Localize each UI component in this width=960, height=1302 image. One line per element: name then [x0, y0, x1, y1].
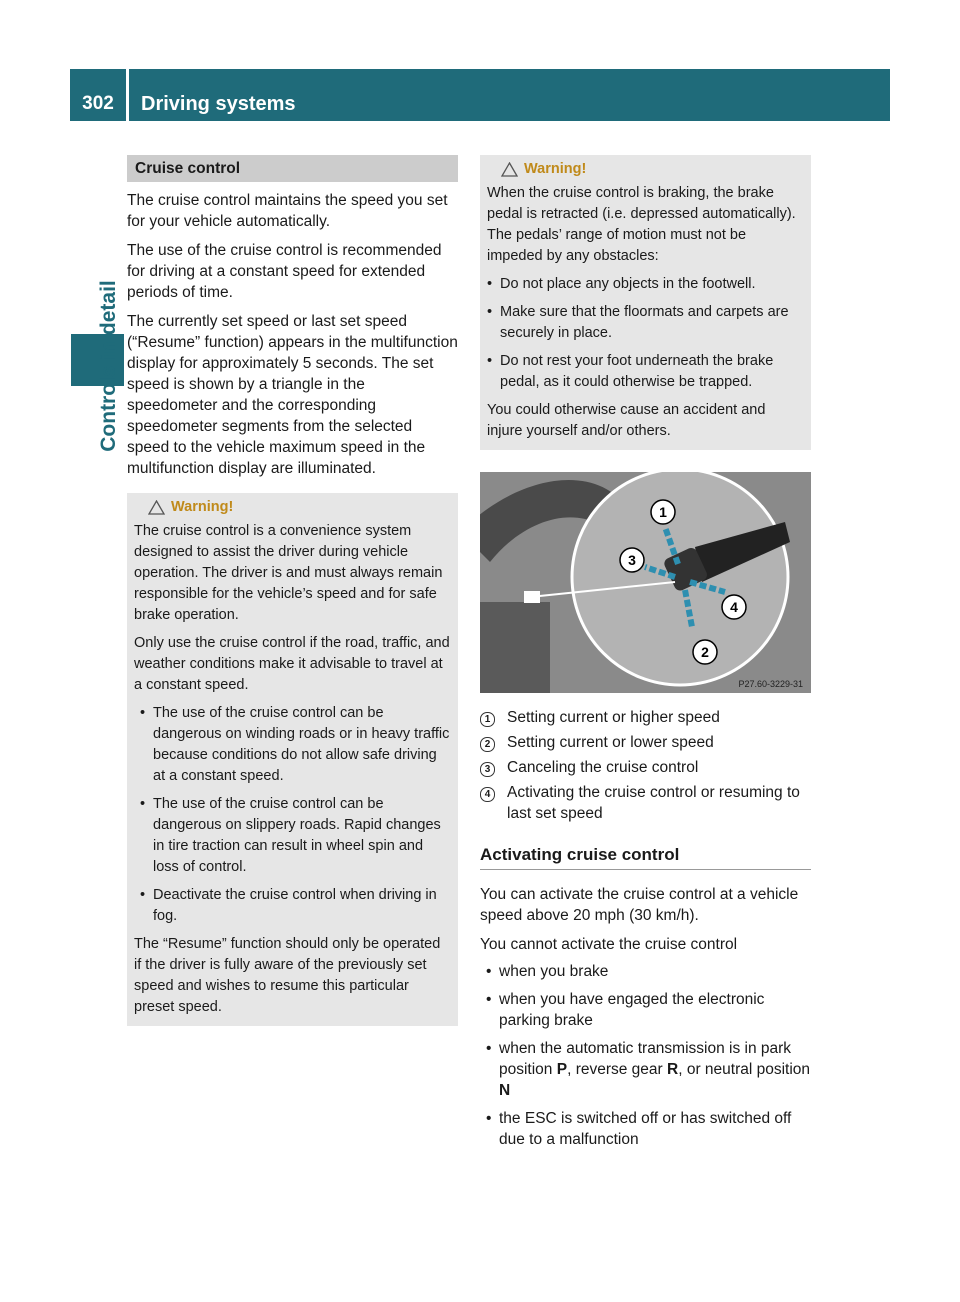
- chapter-title-vertical: Controls in detail: [97, 280, 120, 452]
- right-column: [480, 155, 811, 1157]
- legend-item: 1 Setting current or higher speed: [480, 707, 811, 728]
- warning-paragraph: You could otherwise cause an accident and injure yourself and/or others.: [487, 402, 766, 439]
- warning-title-text: Warning!: [171, 499, 234, 515]
- list-item: • The use of the cruise control can be dangerous on slippery roads. Rapid changes in tire traction can result in wheel spin and loss of control.: [140, 794, 451, 878]
- bullet-icon: •: [140, 796, 146, 812]
- legend-item: 3 Canceling the cruise control: [480, 757, 811, 778]
- figure-code: P27.60-3229-31: [738, 679, 803, 689]
- warning-paragraph: Only use the cruise control if the road, traffic, and weather conditions make it advisable to travel at a constant speed.: [134, 635, 450, 693]
- cruise-control-heading: Cruise control: [127, 155, 458, 182]
- activation-paragraph: You can activate the cruise control at a vehicle speed above 20 mph (30 km/h).: [480, 886, 799, 924]
- callout-1: [651, 500, 675, 524]
- bullet-icon: •: [486, 991, 492, 1008]
- warning-title-text: Warning!: [524, 161, 587, 177]
- list-item: • when you brake: [486, 963, 609, 980]
- list-item: • when you have engaged the electronic parking brake: [486, 991, 765, 1029]
- warning-paragraph: When the cruise control is braking, the brake pedal is retracted (i.e. depressed automatically). The pedals’ range of motion must not be impeded by any obstacles:: [487, 185, 796, 264]
- callout-number-icon: 1: [480, 712, 495, 727]
- section-title: Driving systems: [141, 93, 296, 115]
- bullet-icon: •: [487, 276, 493, 292]
- svg-text:4: 4: [730, 599, 738, 615]
- warning-title: [487, 159, 804, 180]
- list-item: • Make sure that the floormats and carpets are securely in place.: [487, 302, 804, 344]
- bullet-icon: •: [140, 887, 146, 903]
- svg-text:1: 1: [659, 504, 667, 520]
- cruise-control-lever-photo: [480, 472, 811, 693]
- callout-4: [722, 595, 746, 619]
- recommendation-paragraph: The use of the cruise control is recommended for driving at a constant speed for extended periods of time.: [127, 242, 442, 301]
- callout-number-icon: 4: [480, 787, 495, 802]
- list-item: • the ESC is switched off or has switched off due to a malfunction: [486, 1110, 792, 1148]
- warning-paragraph: The “Resume” function should only be operated if the driver is fully aware of the previously set speed and wishes to resume this particular preset speed.: [134, 936, 441, 1015]
- warning-triangle-icon: [501, 162, 518, 177]
- header-divider: [126, 69, 129, 121]
- legend-item: 2 Setting current or lower speed: [480, 732, 811, 753]
- intro-paragraph: The cruise control maintains the speed you set for your vehicle automatically.: [127, 192, 448, 230]
- bullet-icon: •: [140, 705, 146, 721]
- list-item: • when the automatic transmission is in park position P, reverse gear R, or neutral position N: [486, 1040, 811, 1099]
- display-paragraph: The currently set speed or last set speed (“Resume” function) appears in the multifunction display for approximately 5 seconds. The set speed is shown by a triangle in the speedometer and the corresponding speedometer segments from the selected speed to the vehicle maximum speed in the multifunction display are illuminated.: [127, 313, 458, 477]
- bullet-icon: •: [486, 963, 492, 980]
- warning-box-right: [480, 155, 811, 450]
- callout-3: [620, 548, 644, 572]
- left-column: [127, 155, 458, 1026]
- svg-text:3: 3: [628, 552, 636, 568]
- bullet-icon: •: [486, 1040, 492, 1057]
- list-item: • Do not place any objects in the footwell.: [487, 274, 804, 295]
- list-item: • Deactivate the cruise control when driving in fog.: [140, 885, 451, 927]
- lever-illustration: [480, 472, 811, 693]
- warning-triangle-icon: [148, 500, 165, 515]
- bullet-icon: •: [487, 353, 493, 369]
- svg-text:2: 2: [701, 644, 709, 660]
- list-item: • The use of the cruise control can be dangerous on winding roads or in heavy traffic because conditions do not allow safe driving at a constant speed.: [140, 703, 451, 787]
- activating-cruise-control-heading: Activating cruise control: [480, 844, 811, 870]
- callout-2: [693, 640, 717, 664]
- callout-number-icon: 3: [480, 762, 495, 777]
- warning-paragraph: The cruise control is a convenience system designed to assist the driver during vehicle operation. The driver is and must always remain responsible for the vehicle’s speed and for safe brake operation.: [134, 523, 443, 623]
- bullet-icon: •: [486, 1110, 492, 1127]
- bullet-icon: •: [487, 304, 493, 320]
- callout-number-icon: 2: [480, 737, 495, 752]
- list-item: • Do not rest your foot underneath the brake pedal, as it could otherwise be trapped.: [487, 351, 804, 393]
- warning-box-left: [127, 493, 458, 1026]
- warning-title: [134, 497, 451, 518]
- page-number: 302: [70, 69, 126, 121]
- legend-item: 4 Activating the cruise control or resuming to last set speed: [480, 782, 811, 824]
- activation-paragraph: You cannot activate the cruise control: [480, 936, 738, 953]
